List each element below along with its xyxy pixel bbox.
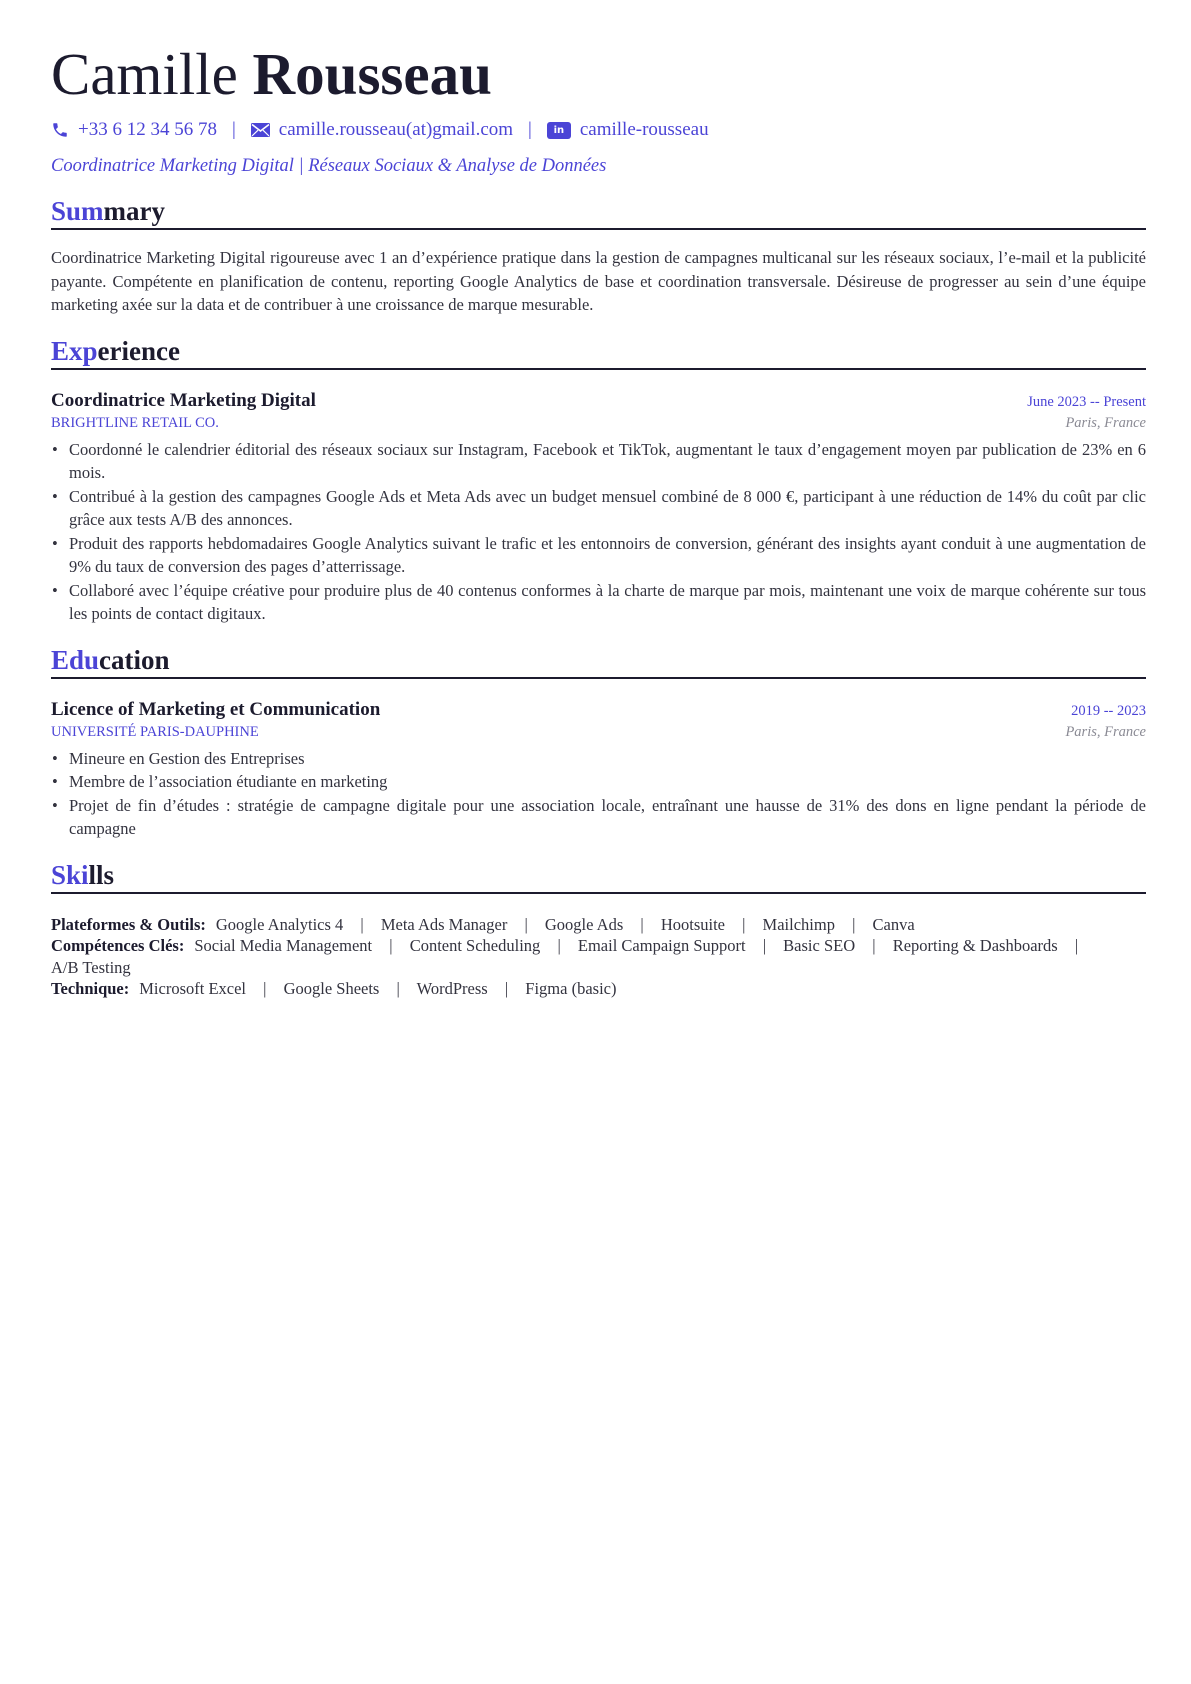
skill-item: Google Ads — [544, 914, 624, 934]
skill-item: Figma (basic) — [525, 979, 617, 998]
skill-item: A/B Testing — [51, 957, 131, 977]
skill-group — [51, 935, 1146, 978]
linkedin-badge: in — [547, 122, 571, 139]
list-item: • Produit des rapports hebdomadaires Google Analytics suivant le trafic et les entonnoirs de conversion, générant des insights ayant conduit à une augmentation de 9% du taux de conversion des pages d’atterrissage. — [51, 532, 1146, 579]
skill-group-label: Technique: — [51, 979, 130, 998]
skill-group-label: Compétences Clés: — [51, 936, 185, 955]
education-entry — [51, 699, 1146, 841]
skill-item: Social Media Management — [194, 936, 373, 955]
list-item: • Membre de l’association étudiante en marketing — [51, 770, 1146, 794]
skill-separator: | — [762, 936, 767, 955]
job-bullets — [51, 438, 1146, 626]
section-heading-summary — [51, 193, 1146, 230]
contact-line — [51, 118, 1146, 142]
skill-group-label: Plateformes & Outils: — [51, 914, 206, 934]
list-item: • Contribué à la gestion des campagnes Google Ads et Meta Ads avec un budget mensuel combiné de 8 000 €, participant à une réduction de 14% du coût par clic grâce aux tests A/B des annonces. — [51, 485, 1146, 532]
skill-item: Google Sheets — [283, 979, 380, 998]
skill-item: WordPress — [416, 979, 488, 998]
skill-separator: | — [852, 914, 856, 934]
education-bullets — [51, 747, 1146, 841]
section-heading-rest: cation — [99, 644, 170, 675]
last-name: Rousseau — [252, 41, 492, 107]
skill-separator: | — [872, 936, 876, 955]
summary-text: Coordinatrice Marketing Digital rigoureuse avec 1 an d’expérience pratique dans la gestion de campagnes multicanal sur les réseaux sociaux, l’e-mail et la publicité payante. Compétente en planification de contenu, reporting Google Analytics de base et coordination transversale. Désireuse de progresser au sein d’une équipe marketing axée sur la data et de contribuer à une croissance de marque mesurable. — [51, 248, 1146, 314]
job-location: Paris, France — [1065, 414, 1146, 431]
section-heading-rest: erience — [97, 335, 180, 366]
skill-item: Microsoft Excel — [139, 979, 247, 998]
envelope-icon — [251, 123, 270, 137]
skill-separator: | — [360, 914, 364, 934]
list-item: • Coordonné le calendrier éditorial des réseaux sociaux sur Instagram, Facebook et TikTok, augmentant le taux d’engagement moyen par publication de 23% en 6 mois. — [51, 438, 1146, 485]
skill-item: Mailchimp — [762, 914, 835, 934]
contact-separator: | — [231, 119, 236, 140]
skill-separator: | — [742, 914, 746, 934]
skill-item: Email Campaign Support — [577, 936, 746, 955]
section-heading-accent: Sum — [51, 196, 104, 226]
phone-number[interactable]: +33 6 12 34 56 78 — [78, 119, 217, 140]
degree-dates: 2019 -- 2023 — [1071, 702, 1146, 719]
skill-item: Canva — [872, 914, 915, 934]
section-heading-accent: Edu — [51, 644, 100, 675]
skill-separator: | — [396, 979, 400, 998]
contact-separator: | — [528, 119, 532, 140]
resume-page — [51, 38, 1146, 1000]
degree-title: Licence of Marketing et Communication — [51, 698, 381, 720]
skill-separator: | — [557, 936, 561, 955]
skill-item: Reporting & Dashboards — [892, 936, 1058, 955]
first-name: Camille — [51, 41, 238, 107]
skill-item: Hootsuite — [660, 914, 725, 934]
linkedin-link[interactable]: camille-rousseau — [579, 119, 709, 140]
job-title: Coordinatrice Marketing Digital — [51, 389, 316, 411]
job-dates: June 2023 -- Present — [1027, 393, 1146, 410]
skill-item: Content Scheduling — [409, 936, 541, 955]
school-location: Paris, France — [1065, 723, 1146, 740]
section-heading-rest: lls — [88, 859, 115, 890]
skill-separator: | — [524, 914, 528, 934]
skill-separator: | — [640, 914, 644, 934]
section-heading-rest: mary — [103, 196, 166, 226]
phone-icon — [51, 121, 69, 139]
section-heading-accent: Exp — [51, 335, 98, 366]
candidate-name — [51, 38, 1146, 110]
company-name: BRIGHTLINE RETAIL CO. — [51, 414, 219, 431]
skill-item: Meta Ads Manager — [380, 914, 508, 934]
skill-separator: | — [1074, 936, 1079, 955]
skill-item: Basic SEO — [783, 936, 856, 955]
list-item: • Projet de fin d’études : stratégie de campagne digitale pour une association locale, entraînant une hausse de 31% des dons en ligne pendant la période de campagne — [51, 794, 1146, 841]
skills-list — [51, 914, 1146, 1000]
skill-separator: | — [263, 979, 267, 998]
email-link[interactable]: camille.rousseau(at)gmail.com — [278, 119, 514, 140]
skill-item: Google Analytics 4 — [215, 914, 344, 934]
linkedin-icon — [547, 122, 571, 139]
section-heading-accent: Ski — [51, 859, 89, 890]
section-heading-education — [51, 642, 1146, 679]
section-heading-skills — [51, 857, 1146, 894]
list-item: • Collaboré avec l’équipe créative pour produire plus de 40 contenus conformes à la charte de marque par mois, maintenant une voix de marque cohérente sur tous les points de contact digitaux. — [51, 579, 1146, 626]
list-item: • Mineure en Gestion des Entreprises — [51, 747, 1146, 771]
skill-separator: | — [389, 936, 393, 955]
school-name: UNIVERSITÉ PARIS-DAUPHINE — [51, 723, 259, 740]
skill-group — [51, 978, 1146, 1000]
tagline: Coordinatrice Marketing Digital | Réseaux Sociaux & Analyse de Données — [51, 156, 607, 176]
skill-separator: | — [504, 979, 509, 998]
experience-entry — [51, 390, 1146, 626]
skill-group — [51, 914, 1146, 936]
section-heading-experience — [51, 333, 1146, 370]
